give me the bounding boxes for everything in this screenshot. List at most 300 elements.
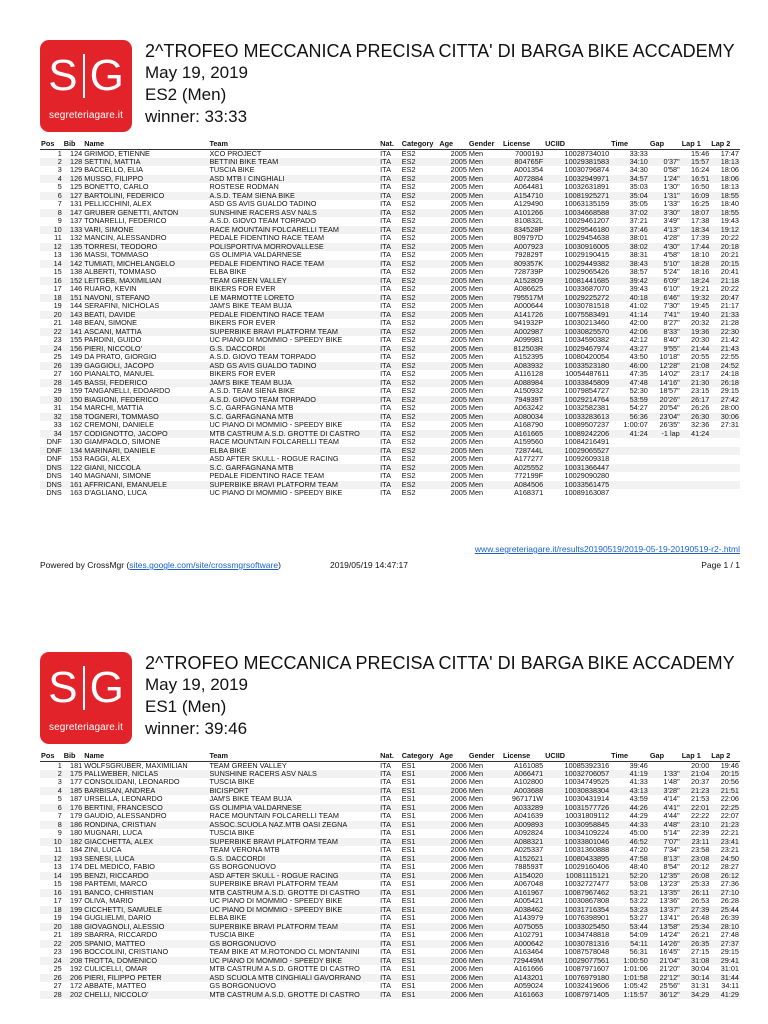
cell-bib: 162 (63, 421, 83, 430)
cell-lap1: 21:04 (681, 770, 711, 779)
cell-gap: 14'26" (649, 940, 681, 949)
cell-category: ES2 (401, 379, 439, 388)
cell-category: ES2 (401, 370, 439, 379)
cell-uciid: 10089507237 (544, 421, 610, 430)
cell-team: ASD MTB I CINGHIALI (208, 175, 379, 184)
table-row (40, 914, 740, 923)
column-header-gender: Gender (468, 140, 495, 149)
cell-age: 2005 (438, 183, 468, 192)
cell-age: 2005 (438, 260, 468, 269)
cell-team: BIKERS FOR EVER (208, 319, 379, 328)
cell-uciid: 10089163087 (544, 489, 610, 498)
cell-time: 34:57 (610, 175, 649, 184)
cell-category: ES1 (401, 923, 439, 932)
cell-gap (649, 472, 681, 481)
cell-lap2: 18:13 (710, 183, 740, 192)
cell-uciid: 10030916005 (544, 243, 610, 252)
cell-lap1: 19:40 (681, 311, 711, 320)
cell-age: 2005 (438, 370, 468, 379)
cell-pos: 34 (40, 430, 63, 439)
cell-license: A161967 (502, 889, 544, 898)
cell-nat: ITA (379, 285, 401, 294)
cell-age: 2006 (438, 897, 468, 906)
cell-time: 41:24 (610, 430, 649, 439)
cell-lap2: 24:18 (710, 370, 740, 379)
cell-gender: Men (468, 243, 502, 252)
cell-gap: 4'30" (649, 243, 681, 252)
cell-bib: 140 (63, 472, 83, 481)
cell-uciid: 10085392316 (544, 761, 610, 770)
results-url-link[interactable]: www.segreteriagare.it/results20190519/2019-05-19-20190519-r2-.html (474, 544, 740, 554)
cell-time (610, 472, 649, 481)
cell-nat: ITA (379, 838, 401, 847)
cell-bib: 182 (63, 838, 83, 847)
cell-age: 2006 (438, 940, 468, 949)
cell-license: A099981 (502, 336, 544, 345)
cell-age: 2006 (438, 982, 468, 991)
cell-nat: ITA (379, 217, 401, 226)
cell-gender: Men (468, 149, 502, 158)
cell-gender: Men (468, 991, 502, 1000)
cell-name: BERTINI, FRANCESCO (83, 804, 208, 813)
cell-lap2: 24:52 (710, 362, 740, 371)
cell-name: WOLFSGRUBER, MAXIMILIAN (83, 761, 208, 770)
cell-gender: Men (468, 353, 502, 362)
cell-category: ES2 (401, 243, 439, 252)
cell-lap1: 25:34 (681, 923, 711, 932)
cell-gender: Men (468, 880, 502, 889)
cell-age: 2006 (438, 965, 468, 974)
cell-license: A168790 (502, 421, 544, 430)
cell-name: VARI, SIMONE (83, 226, 208, 235)
table-row (40, 931, 740, 940)
cell-gender: Men (468, 311, 502, 320)
cell-uciid: 10029467974 (544, 345, 610, 354)
cell-gender: Men (468, 294, 502, 303)
cell-uciid: 10030796874 (544, 166, 610, 175)
cell-lap1 (681, 464, 711, 473)
cell-time: 1:01:06 (610, 965, 649, 974)
powered-by (40, 560, 281, 570)
cell-gender: Men (468, 430, 502, 439)
cell-team: S.C. GARFAGNANA MTB (208, 413, 379, 422)
cell-uciid: 10029454638 (544, 234, 610, 243)
cell-gender: Men (468, 872, 502, 881)
cell-gap: 21'20" (649, 965, 681, 974)
cell-license: A033289 (502, 804, 544, 813)
cell-lap1: 19:45 (681, 302, 711, 311)
table-row (40, 192, 740, 201)
cell-bib: 157 (63, 430, 83, 439)
cell-nat: ITA (379, 447, 401, 456)
crossmgr-link[interactable]: sites.google.com/site/crossmgrsoftware (129, 560, 279, 570)
cell-age: 2005 (438, 481, 468, 490)
cell-pos: 26 (40, 362, 63, 371)
winner-time: winner: 39:46 (145, 719, 248, 738)
cell-uciid: 10080420054 (544, 353, 610, 362)
cell-nat: ITA (379, 149, 401, 158)
cell-nat: ITA (379, 948, 401, 957)
cell-lap2: 30:06 (710, 413, 740, 422)
cell-time: 1:00:50 (610, 957, 649, 966)
cell-name: BONETTO, CARLO (83, 183, 208, 192)
cell-age: 2005 (438, 387, 468, 396)
table-row (40, 353, 740, 362)
column-header-age: Age (439, 752, 454, 761)
cell-gap: 18'57" (649, 387, 681, 396)
cell-team: PEDALE FIDENTINO RACE TEAM (208, 260, 379, 269)
cell-lap2: 23:21 (710, 846, 740, 855)
cell-license: A038462 (502, 906, 544, 915)
cell-time: 37:02 (610, 209, 649, 218)
logo-site-name: segreteriagare.it (49, 110, 123, 121)
cell-category: ES2 (401, 328, 439, 337)
column-header-name: Name (84, 140, 105, 149)
cell-age: 2006 (438, 923, 468, 932)
cell-team: TUSCIA BIKE (208, 166, 379, 175)
cell-name: PARTEMI, MARCO (83, 880, 208, 889)
cell-pos: DNF (40, 438, 63, 447)
cell-team: A.S.D. GIOVO TEAM TORPADO (208, 353, 379, 362)
cell-lap2: 21:23 (710, 821, 740, 830)
cell-bib: 179 (63, 812, 83, 821)
table-row (40, 302, 740, 311)
cell-name: BENZI, RICCARDO (83, 872, 208, 881)
cell-nat: ITA (379, 914, 401, 923)
cell-gender: Men (468, 863, 502, 872)
table-row (40, 234, 740, 243)
cell-category: ES1 (401, 761, 439, 770)
table-row (40, 821, 740, 830)
race-header (145, 40, 735, 128)
cell-uciid: 10063135159 (544, 200, 610, 209)
cell-nat: ITA (379, 846, 401, 855)
cell-team: TEAM BIKE AT M.ROTONDO CL MONTANINI (208, 948, 379, 957)
cell-gender: Men (468, 413, 502, 422)
cell-team: UC PIANO DI MOMMIO - SPEEDY BIKE (208, 489, 379, 498)
cell-lap2: 20:41 (710, 268, 740, 277)
cell-license: 792829T (502, 251, 544, 260)
cell-category: ES2 (401, 362, 439, 371)
cell-gender: Men (468, 948, 502, 957)
cell-team: BIKERS FOR EVER (208, 370, 379, 379)
cell-uciid: 10034109224 (544, 829, 610, 838)
table-row (40, 362, 740, 371)
cell-lap2: 18:06 (710, 175, 740, 184)
cell-gender: Men (468, 897, 502, 906)
cell-name: SPANIO, MATTEO (83, 940, 208, 949)
cell-category: ES1 (401, 846, 439, 855)
cell-lap2: 27:31 (710, 421, 740, 430)
cell-time: 53:23 (610, 906, 649, 915)
cell-lap1: 30:14 (681, 974, 711, 983)
cell-lap2: 20:15 (710, 260, 740, 269)
cell-team: UC PIANO DI MOMMIO - SPEEDY BIKE (208, 957, 379, 966)
cell-bib: 150 (63, 396, 83, 405)
table-row (40, 940, 740, 949)
cell-uciid: 10030958845 (544, 821, 610, 830)
table-row (40, 421, 740, 430)
cell-category: ES1 (401, 974, 439, 983)
cell-uciid: 10034668588 (544, 209, 610, 218)
cell-license: A002987 (502, 328, 544, 337)
cell-name: MARINARI, DANIELE (83, 447, 208, 456)
cell-name: CONSOLIDANI, LEONARDO (83, 778, 208, 787)
cell-age: 2006 (438, 812, 468, 821)
cell-time: 53:22 (610, 897, 649, 906)
cell-pos: 9 (40, 829, 63, 838)
cell-nat: ITA (379, 387, 401, 396)
cell-age: 2006 (438, 770, 468, 779)
cell-bib: 141 (63, 328, 83, 337)
table-row (40, 923, 740, 932)
table-row (40, 251, 740, 260)
cell-team: ELBA BIKE (208, 268, 379, 277)
cell-uciid: 10029065426 (544, 268, 610, 277)
cell-gap: 1'31" (649, 192, 681, 201)
cell-name: RUARO, KEVIN (83, 285, 208, 294)
cell-gender: Men (468, 829, 502, 838)
race-category: ES1 (Men) (145, 697, 227, 716)
cell-uciid: 10029160406 (544, 863, 610, 872)
cell-age: 2006 (438, 787, 468, 796)
cell-team: JAM'S BIKE TEAM BUJA (208, 302, 379, 311)
cell-age: 2005 (438, 285, 468, 294)
cell-category: ES2 (401, 345, 439, 354)
cell-lap2: 22:30 (710, 328, 740, 337)
cell-name: CODIGNOTTO, JACOPO (83, 430, 208, 439)
cell-uciid: 10030838304 (544, 787, 610, 796)
table-row (40, 948, 740, 957)
cell-gap: 20'26" (649, 396, 681, 405)
cell-license: 794939T (502, 396, 544, 405)
cell-nat: ITA (379, 175, 401, 184)
cell-category: ES2 (401, 175, 439, 184)
cell-time: 34:30 (610, 166, 649, 175)
cell-team: A.S.D. TEAM SIENA BIKE (208, 192, 379, 201)
cell-age: 2005 (438, 277, 468, 286)
cell-bib: 189 (63, 931, 83, 940)
cell-gender: Men (468, 175, 502, 184)
cell-nat: ITA (379, 872, 401, 881)
cell-license: 728744L (502, 447, 544, 456)
cell-team: SUPERBIKE BRAVI PLATFORM TEAM (208, 880, 379, 889)
cell-gender: Men (468, 821, 502, 830)
cell-bib: 139 (63, 362, 83, 371)
column-header-category: Category (401, 140, 434, 149)
cell-lap2: 22:25 (710, 804, 740, 813)
cell-gender: Men (468, 906, 502, 915)
cell-lap2: 20:56 (710, 778, 740, 787)
table-row (40, 149, 740, 158)
cell-name: GRUBER GENETTI, ANTON (83, 209, 208, 218)
cell-age: 2005 (438, 438, 468, 447)
cell-team: MTB CASTRUM A.S.D. GROTTE DI CASTRO (208, 965, 379, 974)
cell-name: MANCIN, ALESSANDRO (83, 234, 208, 243)
cell-gender: Men (468, 200, 502, 209)
cell-lap1: 26:53 (681, 897, 711, 906)
cell-time: 41:19 (610, 770, 649, 779)
cell-bib: 149 (63, 353, 83, 362)
cell-lap2: 18:55 (710, 192, 740, 201)
cell-bib: 124 (63, 149, 83, 158)
cell-lap1: 30:04 (681, 965, 711, 974)
cell-team: PEDALE FIDENTINO RACE TEAM (208, 472, 379, 481)
cell-gender: Men (468, 812, 502, 821)
cell-lap2: 17:47 (710, 149, 740, 158)
cell-team: A.S.D. GIOVO TEAM TORPADO (208, 217, 379, 226)
cell-age: 2006 (438, 821, 468, 830)
cell-nat: ITA (379, 821, 401, 830)
cell-bib: 129 (63, 166, 83, 175)
cell-time: 53:44 (610, 923, 649, 932)
cell-license: A101266 (502, 209, 544, 218)
cell-gap: -1 lap (649, 430, 681, 439)
cell-age: 2006 (438, 855, 468, 864)
cell-team: UC PIANO DI MOMMIO - SPEEDY BIKE (208, 897, 379, 906)
cell-time: 54:09 (610, 931, 649, 940)
cell-gap: 12'35" (649, 872, 681, 881)
cell-time: 42:00 (610, 319, 649, 328)
cell-uciid: 10033523180 (544, 362, 610, 371)
cell-time: 41:02 (610, 302, 649, 311)
cell-category: ES2 (401, 447, 439, 456)
cell-time (610, 447, 649, 456)
cell-lap2: 20:21 (710, 251, 740, 260)
table-row (40, 319, 740, 328)
cell-category: ES1 (401, 829, 439, 838)
segreteriagare-logo (40, 652, 132, 744)
cell-license: A084506 (502, 481, 544, 490)
cell-age: 2006 (438, 778, 468, 787)
cell-team: ASD GS AVIS GUALDO TADINO (208, 362, 379, 371)
cell-category: ES1 (401, 982, 439, 991)
cell-uciid: 10029461207 (544, 217, 610, 226)
cell-lap2: 21:43 (710, 345, 740, 354)
cell-pos: 10 (40, 838, 63, 847)
cell-nat: ITA (379, 795, 401, 804)
cell-time: 56:36 (610, 413, 649, 422)
cell-pos: 4 (40, 175, 63, 184)
cell-uciid: 10034590382 (544, 336, 610, 345)
cell-pos: 21 (40, 319, 63, 328)
cell-bib: 187 (63, 795, 83, 804)
cell-pos: 4 (40, 787, 63, 796)
cell-lap2: 25:44 (710, 906, 740, 915)
cell-lap1: 26:17 (681, 396, 711, 405)
cell-gender: Men (468, 226, 502, 235)
cell-time: 53:27 (610, 914, 649, 923)
cell-license: A161663 (502, 991, 544, 1000)
cell-category: ES2 (401, 251, 439, 260)
cell-bib: 205 (63, 940, 83, 949)
cell-time: 42:12 (610, 336, 649, 345)
cell-uciid: 10030781316 (544, 940, 610, 949)
cell-gap: 8'40" (649, 336, 681, 345)
cell-bib: 122 (63, 464, 83, 473)
cell-uciid: 10033801046 (544, 838, 610, 847)
cell-license: A152395 (502, 353, 544, 362)
cell-license: A088984 (502, 379, 544, 388)
cell-category: ES2 (401, 430, 439, 439)
column-header-pos: Pos (41, 140, 55, 149)
winner-time: winner: 33:33 (145, 107, 248, 126)
cell-gap (649, 455, 681, 464)
cell-team: UC PIANO DI MOMMIO - SPEEDY BIKE (208, 336, 379, 345)
cell-lap1: 20:30 (681, 336, 711, 345)
cell-age: 2006 (438, 829, 468, 838)
cell-bib: 176 (63, 804, 83, 813)
table-row (40, 472, 740, 481)
cell-gender: Men (468, 787, 502, 796)
cell-age: 2005 (438, 447, 468, 456)
cell-lap2: 27:48 (710, 931, 740, 940)
cell-lap1: 23:58 (681, 846, 711, 855)
column-header-uciid: UCIID (545, 140, 566, 149)
cell-gap: 4'44" (649, 812, 681, 821)
cell-team: JAM'S BIKE TEAM BUJA (208, 379, 379, 388)
cell-nat: ITA (379, 957, 401, 966)
cell-time: 43:59 (610, 795, 649, 804)
cell-name: BIAGIONI, FEDERICO (83, 396, 208, 405)
cell-category: ES1 (401, 889, 439, 898)
cell-uciid: 10030213460 (544, 319, 610, 328)
cell-gender: Men (468, 923, 502, 932)
cell-team: MTB CASTRUM A.S.D. GROTTE DI CASTRO (208, 991, 379, 1000)
cell-gap: 10'18" (649, 353, 681, 362)
cell-name: MARCHI, MATTIA (83, 404, 208, 413)
cell-license: A143979 (502, 914, 544, 923)
cell-gap: 5'24" (649, 268, 681, 277)
cell-pos: 20 (40, 923, 63, 932)
cell-lap2 (710, 464, 740, 473)
cell-bib: 198 (63, 880, 83, 889)
cell-time: 48:40 (610, 863, 649, 872)
table-row (40, 438, 740, 447)
cell-license: 812503R (502, 345, 544, 354)
cell-license: 809797D (502, 234, 544, 243)
cell-gap: 23'04" (649, 413, 681, 422)
cell-license: A064481 (502, 183, 544, 192)
cell-team: RACE MOUNTAIN FOLCARELLI TEAM (208, 438, 379, 447)
cell-bib: 133 (63, 226, 83, 235)
cell-bib: 160 (63, 370, 83, 379)
cell-category: ES2 (401, 294, 439, 303)
cell-nat: ITA (379, 302, 401, 311)
table-row (40, 430, 740, 439)
cell-license: A177277 (502, 455, 544, 464)
cell-gap: 6'10" (649, 285, 681, 294)
cell-pos: DNF (40, 447, 63, 456)
cell-pos: 18 (40, 906, 63, 915)
column-header-team: Team (209, 752, 228, 761)
cell-name: SERAFINI, NICHOLAS (83, 302, 208, 311)
cell-name: GUGLIELMI, DARIO (83, 914, 208, 923)
cell-time: 39:42 (610, 277, 649, 286)
cell-bib: 154 (63, 404, 83, 413)
cell-gap: 5'10" (649, 260, 681, 269)
column-header-name: Name (84, 752, 105, 761)
cell-lap1: 15:46 (681, 149, 711, 158)
cell-lap2 (710, 438, 740, 447)
cell-time: 35:04 (610, 192, 649, 201)
cell-time: 46:00 (610, 362, 649, 371)
cell-category: ES2 (401, 336, 439, 345)
cell-bib: 184 (63, 846, 83, 855)
cell-bib: 156 (63, 345, 83, 354)
cell-pos: 13 (40, 863, 63, 872)
cell-license: A063242 (502, 404, 544, 413)
